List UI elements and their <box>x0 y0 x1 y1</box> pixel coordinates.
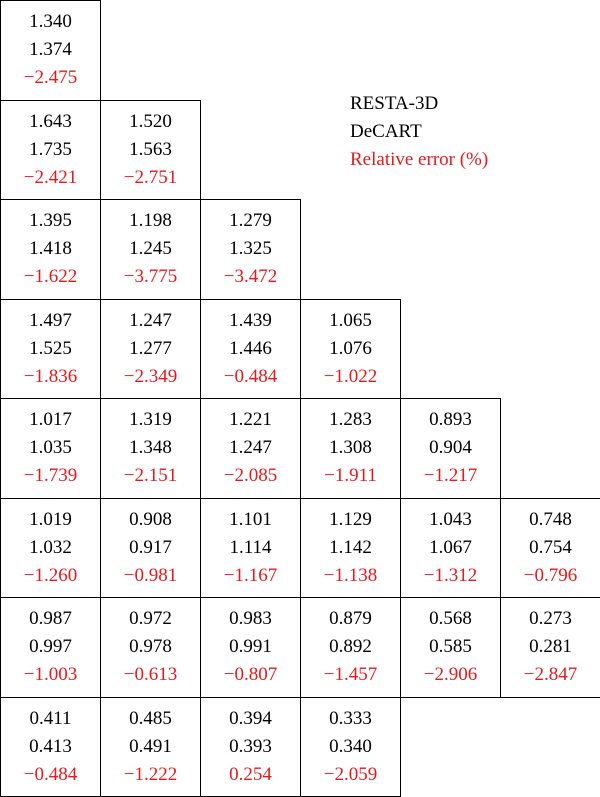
resta-3d-value: 1.017 <box>29 409 72 430</box>
relative-error-value: −3.472 <box>223 266 278 287</box>
decart-value: 1.735 <box>29 139 72 160</box>
relative-error-value: −2.751 <box>123 167 178 188</box>
relative-error-value: −1.138 <box>323 565 378 586</box>
decart-value: 0.917 <box>129 537 172 558</box>
resta-3d-value: 0.273 <box>529 608 572 629</box>
resta-3d-value: 0.983 <box>229 608 272 629</box>
relative-error-value: −1.836 <box>23 366 78 387</box>
legend <box>350 90 488 174</box>
assembly-cell <box>0 697 101 797</box>
decart-value: 1.525 <box>29 338 72 359</box>
legend-relative-error: Relative error (%) <box>350 149 489 170</box>
assembly-cell <box>500 597 600 698</box>
resta-3d-value: 1.247 <box>129 310 172 331</box>
assembly-cell <box>0 100 101 200</box>
assembly-cell <box>300 498 401 598</box>
decart-value: 1.563 <box>129 139 172 160</box>
assembly-cell <box>200 697 301 797</box>
resta-3d-value: 0.568 <box>429 608 472 629</box>
relative-error-value: −1.217 <box>423 465 478 486</box>
resta-3d-value: 1.065 <box>329 310 372 331</box>
relative-error-value: −0.613 <box>123 664 178 685</box>
assembly-cell <box>300 398 401 499</box>
relative-error-value: 0.254 <box>229 764 272 785</box>
assembly-cell <box>400 498 501 598</box>
decart-value: 0.281 <box>529 636 572 657</box>
decart-value: 0.413 <box>29 736 72 757</box>
relative-error-value: −1.911 <box>324 465 377 486</box>
decart-value: 0.892 <box>329 636 372 657</box>
decart-value: 1.035 <box>29 437 72 458</box>
decart-value: 1.348 <box>129 437 172 458</box>
assembly-cell <box>200 498 301 598</box>
decart-value: 1.308 <box>329 437 372 458</box>
assembly-cell <box>100 498 201 598</box>
resta-3d-value: 1.198 <box>129 210 172 231</box>
relative-error-value: −1.457 <box>323 664 378 685</box>
assembly-cell <box>400 597 501 698</box>
relative-error-value: −1.003 <box>23 664 78 685</box>
resta-3d-value: 1.319 <box>129 409 172 430</box>
relative-error-value: −2.059 <box>323 764 378 785</box>
assembly-cell <box>0 299 101 399</box>
resta-3d-value: 1.520 <box>129 111 172 132</box>
resta-3d-value: 1.043 <box>429 509 472 530</box>
decart-value: 0.340 <box>329 736 372 757</box>
assembly-cell <box>100 199 201 300</box>
assembly-cell <box>0 597 101 698</box>
relative-error-value: −2.349 <box>123 366 178 387</box>
assembly-cell <box>200 597 301 698</box>
assembly-cell <box>100 100 201 200</box>
relative-error-value: −1.739 <box>23 465 78 486</box>
resta-3d-value: 1.643 <box>29 111 72 132</box>
decart-value: 0.754 <box>529 537 572 558</box>
relative-error-value: −1.022 <box>323 366 378 387</box>
resta-3d-value: 0.879 <box>329 608 372 629</box>
assembly-cell <box>0 0 101 101</box>
relative-error-value: −2.421 <box>23 167 78 188</box>
decart-value: 1.076 <box>329 338 372 359</box>
decart-value: 1.277 <box>129 338 172 359</box>
decart-value: 1.245 <box>129 238 172 259</box>
resta-3d-value: 1.279 <box>229 210 272 231</box>
resta-3d-value: 1.439 <box>229 310 272 331</box>
decart-value: 0.978 <box>129 636 172 657</box>
resta-3d-value: 0.972 <box>129 608 172 629</box>
relative-error-value: −1.622 <box>23 266 78 287</box>
decart-value: 1.325 <box>229 238 272 259</box>
assembly-cell <box>100 597 201 698</box>
resta-3d-value: 0.748 <box>529 509 572 530</box>
relative-error-value: −1.312 <box>423 565 478 586</box>
resta-3d-value: 1.221 <box>229 409 272 430</box>
relative-error-value: −2.085 <box>223 465 278 486</box>
relative-error-value: −1.260 <box>23 565 78 586</box>
decart-value: 1.418 <box>29 238 72 259</box>
assembly-cell <box>200 299 301 399</box>
decart-value: 1.142 <box>329 537 372 558</box>
decart-value: 1.446 <box>229 338 272 359</box>
resta-3d-value: 0.411 <box>29 708 72 729</box>
relative-error-value: −0.807 <box>223 664 278 685</box>
assembly-cell <box>400 398 501 499</box>
decart-value: 0.904 <box>429 437 472 458</box>
resta-3d-value: 0.333 <box>329 708 372 729</box>
resta-3d-value: 1.019 <box>29 509 72 530</box>
relative-error-value: −2.906 <box>423 664 478 685</box>
decart-value: 0.991 <box>229 636 272 657</box>
resta-3d-value: 0.987 <box>29 608 72 629</box>
decart-value: 0.393 <box>229 736 272 757</box>
resta-3d-value: 1.340 <box>29 11 72 32</box>
resta-3d-value: 1.101 <box>229 509 272 530</box>
decart-value: 1.374 <box>29 39 72 60</box>
decart-value: 0.585 <box>429 636 472 657</box>
resta-3d-value: 1.497 <box>29 310 72 331</box>
relative-error-value: −0.796 <box>523 565 578 586</box>
relative-error-value: −0.981 <box>123 565 178 586</box>
decart-value: 1.247 <box>229 437 272 458</box>
resta-3d-value: 1.395 <box>29 210 72 231</box>
decart-value: 0.491 <box>129 736 172 757</box>
resta-3d-value: 1.129 <box>329 509 372 530</box>
relative-error-value: −0.484 <box>23 764 78 785</box>
relative-error-value: −1.222 <box>123 764 178 785</box>
decart-value: 1.114 <box>229 537 272 558</box>
legend-decart: DeCART <box>350 121 422 142</box>
legend-resta-3d: RESTA-3D <box>350 93 439 114</box>
assembly-cell <box>300 597 401 698</box>
assembly-cell <box>200 199 301 300</box>
assembly-cell <box>500 498 600 598</box>
assembly-cell <box>0 498 101 598</box>
relative-error-value: −3.775 <box>123 266 178 287</box>
assembly-cell <box>200 398 301 499</box>
relative-error-value: −0.484 <box>223 366 278 387</box>
decart-value: 1.032 <box>29 537 72 558</box>
resta-3d-value: 0.893 <box>429 409 472 430</box>
relative-error-value: −2.847 <box>523 664 578 685</box>
assembly-cell <box>100 398 201 499</box>
assembly-cell <box>300 697 401 797</box>
resta-3d-value: 1.283 <box>329 409 372 430</box>
decart-value: 0.997 <box>29 636 72 657</box>
assembly-cell <box>100 697 201 797</box>
assembly-cell <box>100 299 201 399</box>
resta-3d-value: 0.394 <box>229 708 272 729</box>
assembly-cell <box>0 199 101 300</box>
resta-3d-value: 0.485 <box>129 708 172 729</box>
decart-value: 1.067 <box>429 537 472 558</box>
resta-3d-value: 0.908 <box>129 509 172 530</box>
assembly-cell <box>0 398 101 499</box>
relative-error-value: −2.475 <box>23 67 78 88</box>
relative-error-value: −1.167 <box>223 565 278 586</box>
relative-error-value: −2.151 <box>123 465 178 486</box>
assembly-cell <box>300 299 401 399</box>
